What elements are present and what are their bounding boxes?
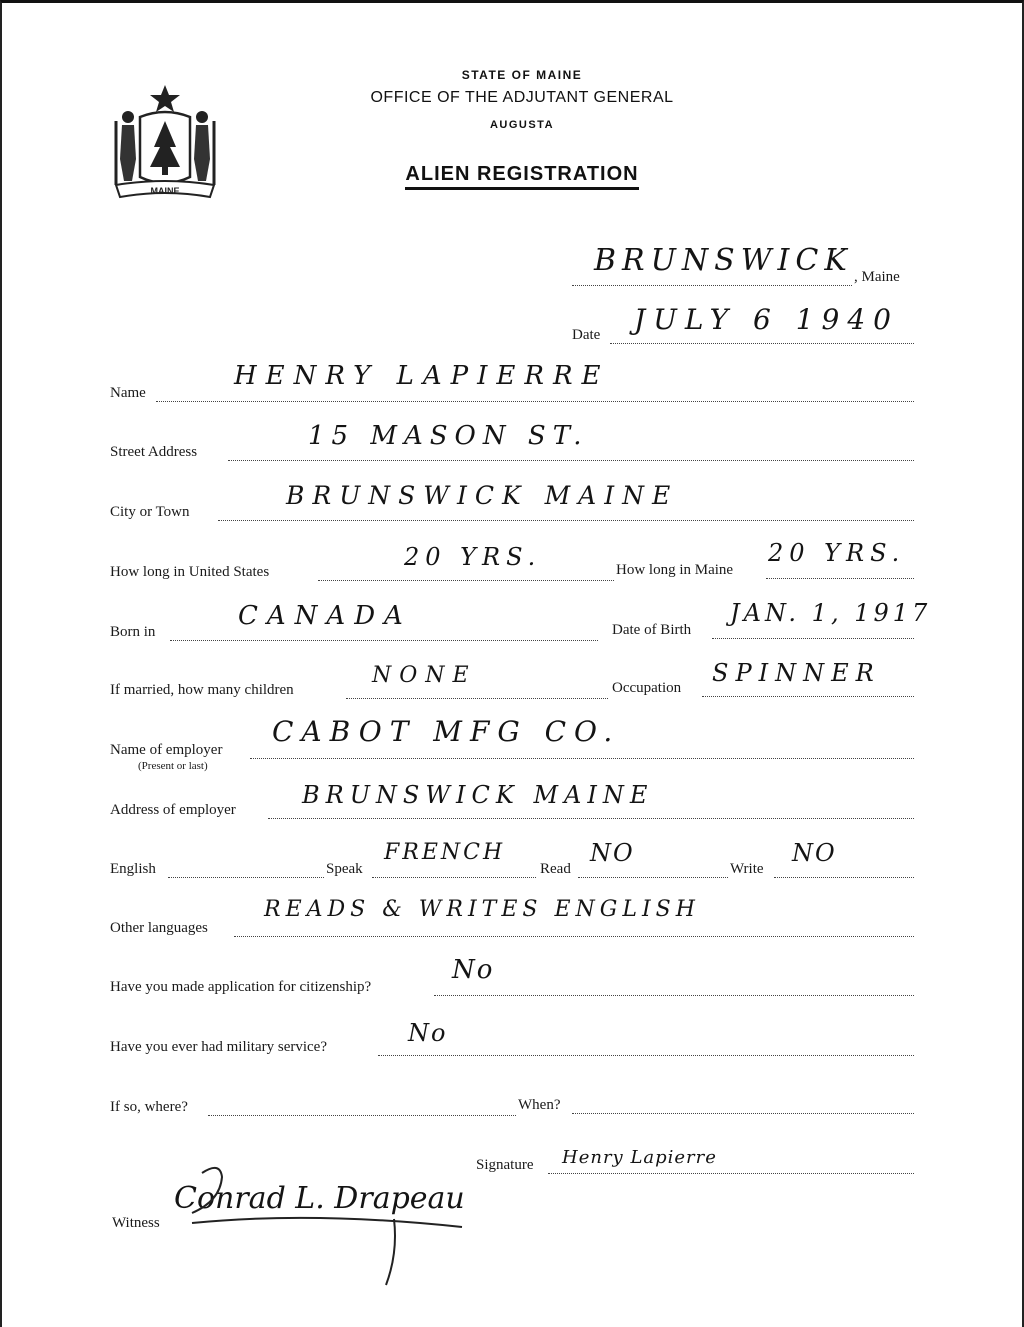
born-in-label: Born in bbox=[110, 624, 156, 640]
when-dotline bbox=[572, 1113, 914, 1114]
employer-address-dotline bbox=[268, 818, 914, 819]
town-dotline bbox=[572, 285, 852, 286]
date-value: JULY 6 1940 bbox=[634, 303, 899, 336]
citizenship-value: No bbox=[452, 955, 495, 985]
speak-dotline bbox=[372, 877, 536, 878]
maine-seal-icon bbox=[110, 81, 220, 203]
employer-address-value: BRUNSWICK MAINE bbox=[302, 781, 654, 809]
dob-label: Date of Birth bbox=[612, 622, 692, 638]
born-in-value: CANADA bbox=[238, 601, 412, 631]
write-dotline bbox=[774, 877, 914, 878]
other-languages-dotline bbox=[234, 936, 914, 937]
how-long-us-label: How long in United States bbox=[110, 564, 270, 580]
employer-value: CABOT MFG CO. bbox=[272, 715, 621, 748]
military-dotline bbox=[378, 1055, 914, 1056]
signature-value: Henry Lapierre bbox=[562, 1147, 717, 1168]
children-dotline bbox=[346, 698, 608, 699]
header-state: STATE OF MAINE bbox=[461, 68, 583, 82]
other-languages-value: READS & WRITES ENGLISH bbox=[264, 897, 700, 922]
header-city: AUGUSTA bbox=[489, 119, 555, 131]
witness-label: Witness bbox=[112, 1215, 160, 1231]
dob-dotline bbox=[712, 638, 914, 639]
read-value: NO bbox=[590, 839, 635, 867]
speak-value: FRENCH bbox=[384, 840, 506, 865]
english-label: English bbox=[110, 861, 156, 877]
where-label: If so, where? bbox=[110, 1099, 188, 1115]
how-long-us-dotline bbox=[318, 580, 614, 581]
maine-label: , Maine bbox=[854, 269, 900, 285]
employer-label: Name of employer bbox=[110, 742, 223, 758]
name-label: Name bbox=[110, 385, 146, 401]
where-dotline bbox=[208, 1115, 516, 1116]
military-value: No bbox=[408, 1019, 448, 1047]
when-label: When? bbox=[518, 1097, 561, 1113]
english-dotline bbox=[168, 877, 324, 878]
date-dotline bbox=[610, 343, 914, 344]
header-office: OFFICE OF THE ADJUTANT GENERAL bbox=[370, 89, 674, 106]
witness-flourish-icon bbox=[162, 1153, 502, 1293]
form-title: ALIEN REGISTRATION bbox=[322, 163, 722, 186]
occupation-label: Occupation bbox=[612, 680, 682, 696]
witness-value: Conrad L. Drapeau bbox=[174, 1181, 465, 1216]
read-dotline bbox=[578, 877, 728, 878]
seal-text: MAINE bbox=[150, 186, 180, 196]
speak-label: Speak bbox=[326, 861, 363, 877]
city-dotline bbox=[218, 520, 914, 521]
town-value: BRUNSWICK bbox=[594, 243, 853, 278]
employer-dotline bbox=[250, 758, 914, 759]
other-languages-label: Other languages bbox=[110, 920, 208, 936]
write-value: NO bbox=[792, 839, 837, 867]
street-dotline bbox=[228, 460, 914, 461]
employer-address-label: Address of employer bbox=[110, 802, 236, 818]
children-value: NONE bbox=[372, 663, 477, 688]
signature-dotline bbox=[548, 1173, 914, 1174]
how-long-maine-dotline bbox=[766, 578, 914, 579]
how-long-maine-label: How long in Maine bbox=[616, 562, 734, 578]
military-label: Have you ever had military service? bbox=[110, 1039, 327, 1055]
street-label: Street Address bbox=[110, 444, 198, 460]
street-value: 15 MASON ST. bbox=[308, 421, 589, 451]
children-label: If married, how many children bbox=[110, 682, 294, 698]
employer-sublabel: (Present or last) bbox=[138, 760, 208, 772]
city-value: BRUNSWICK MAINE bbox=[286, 481, 679, 510]
read-label: Read bbox=[540, 861, 571, 877]
how-long-maine-value: 20 YRS. bbox=[768, 539, 906, 567]
born-in-dotline bbox=[170, 640, 598, 641]
signature-label: Signature bbox=[476, 1157, 534, 1173]
date-label: Date bbox=[572, 327, 601, 343]
name-dotline bbox=[156, 401, 914, 402]
dob-value: JAN. 1, 1917 bbox=[730, 599, 932, 627]
write-label: Write bbox=[730, 861, 764, 877]
citizenship-dotline bbox=[434, 995, 914, 996]
city-label: City or Town bbox=[110, 504, 190, 520]
name-value: HENRY LAPIERRE bbox=[234, 361, 610, 391]
occupation-dotline bbox=[702, 696, 914, 697]
occupation-value: SPINNER bbox=[712, 659, 881, 687]
citizenship-label: Have you made application for citizenship? bbox=[110, 979, 372, 995]
how-long-us-value: 20 YRS. bbox=[404, 543, 542, 571]
